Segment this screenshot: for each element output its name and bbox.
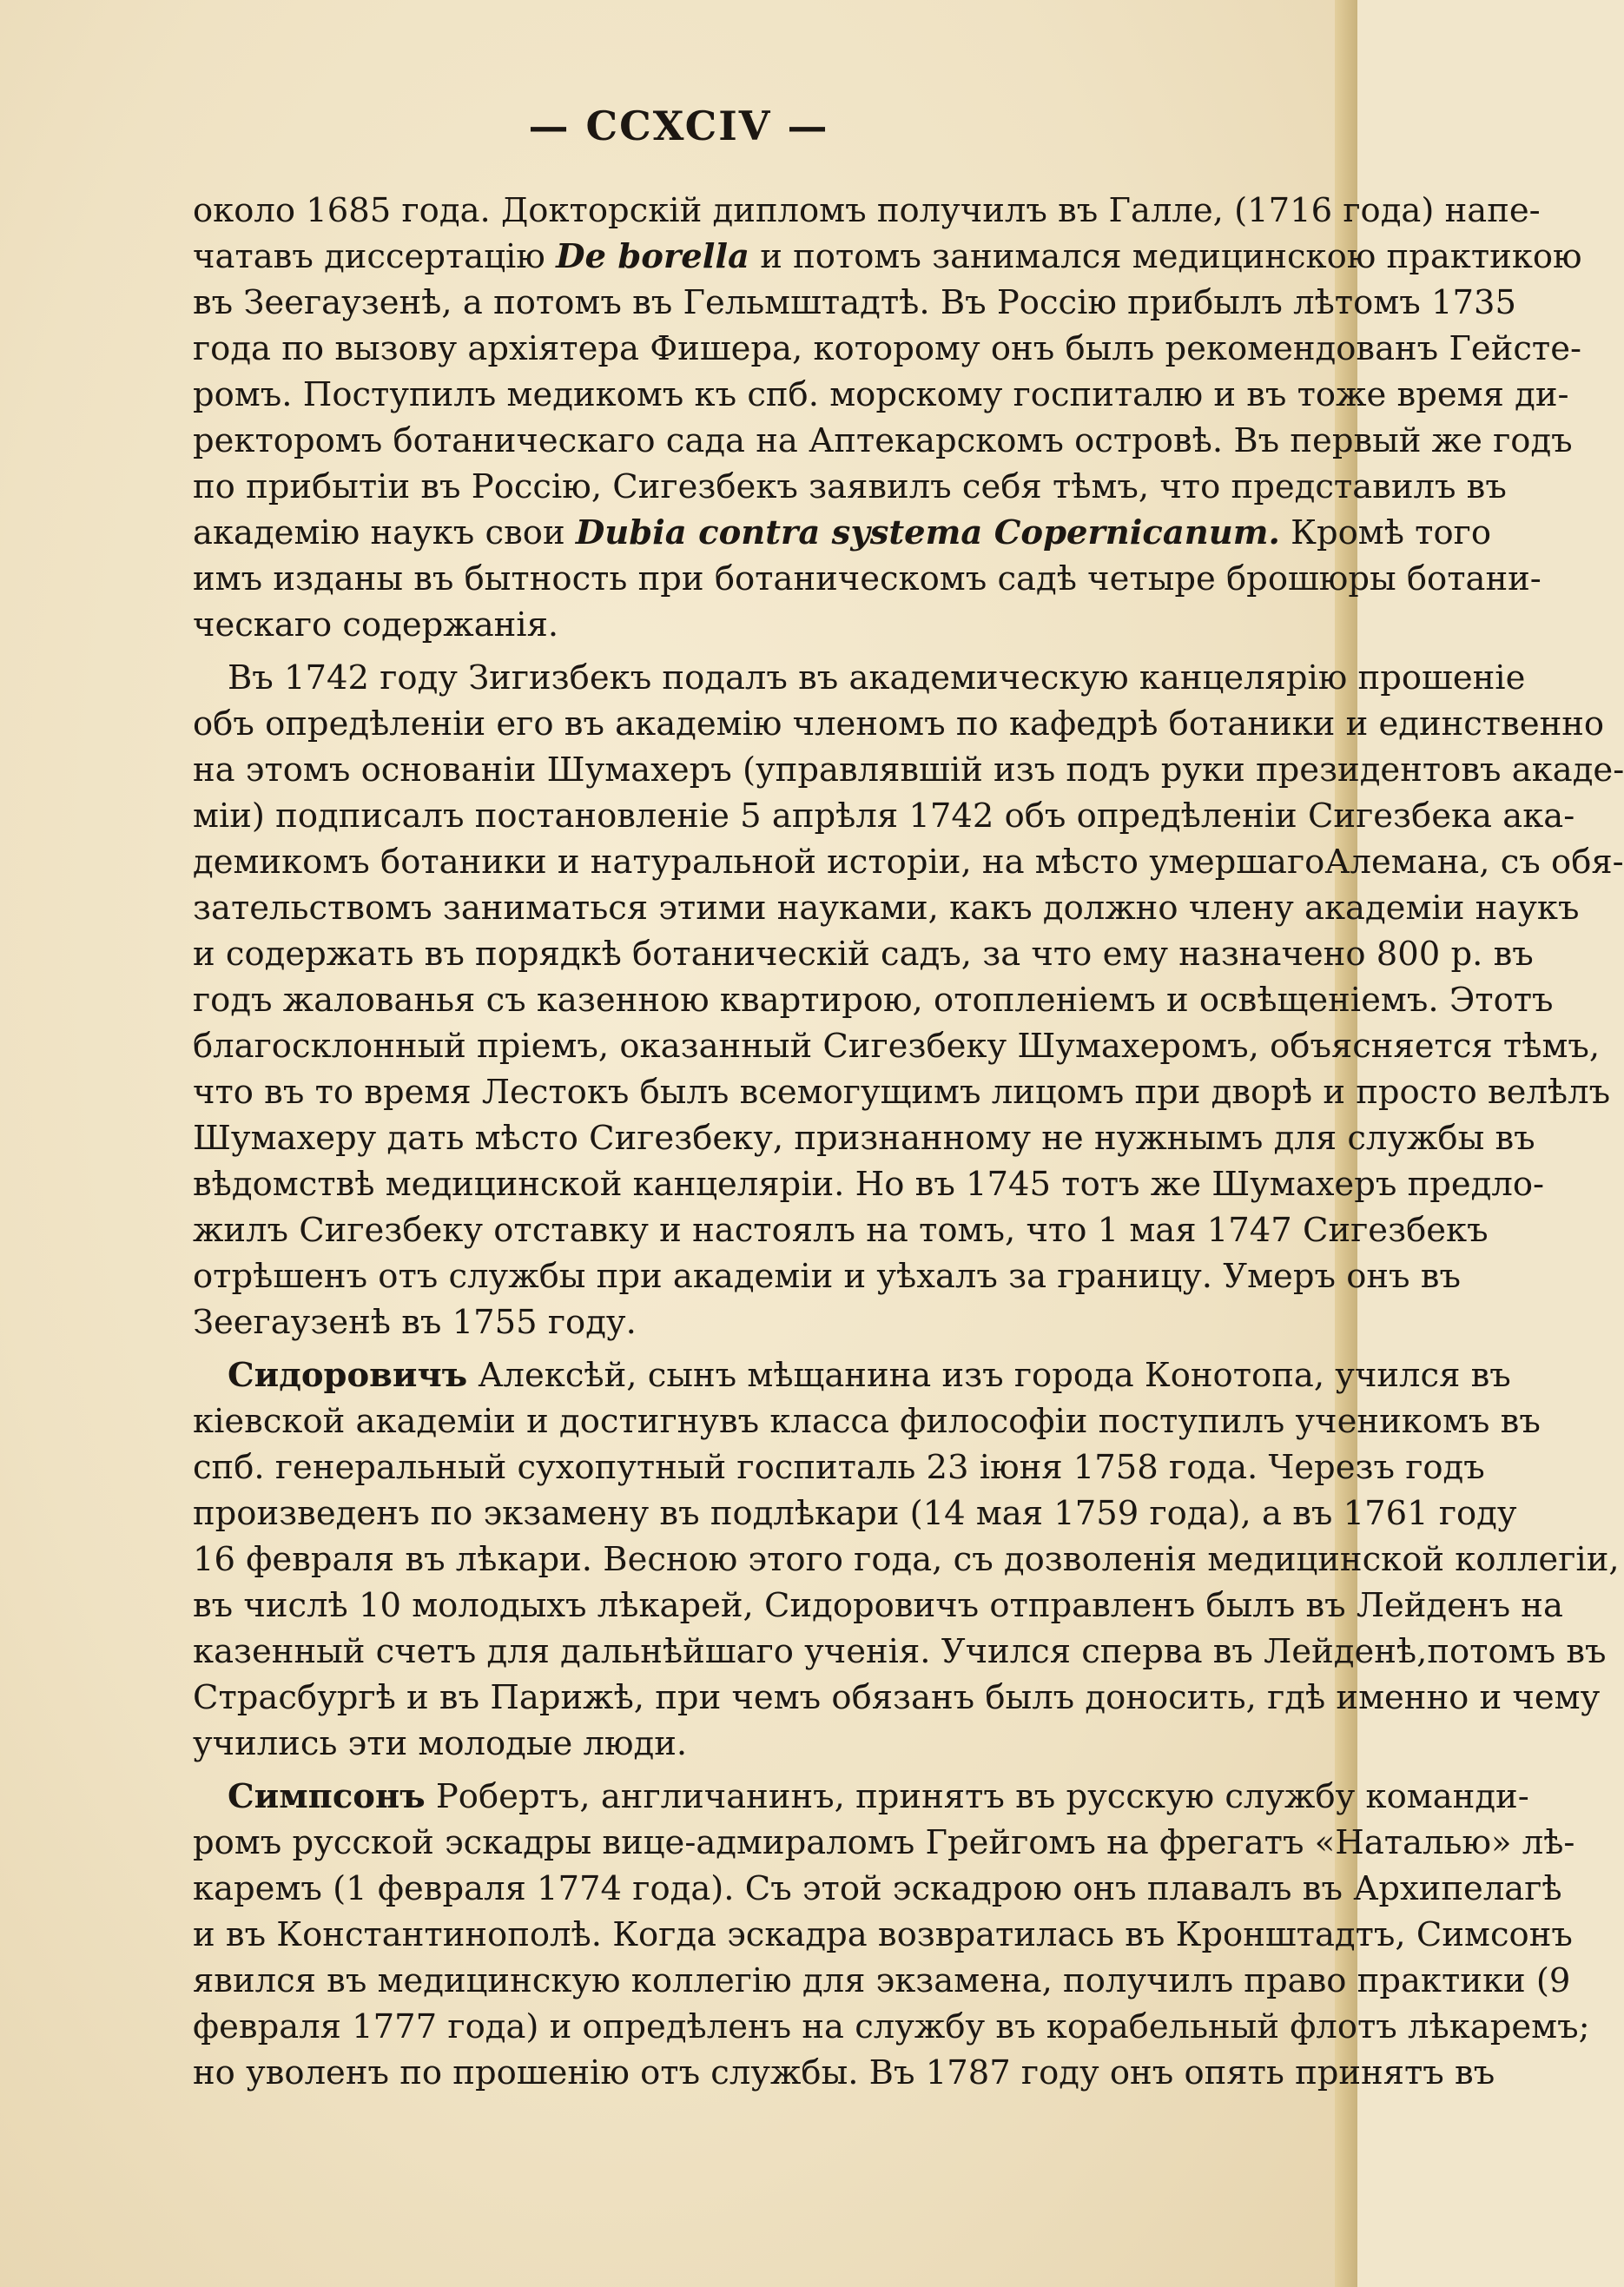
line-text: зательствомъ заниматься этими науками, какъ должно члену академіи наукъ bbox=[193, 889, 1580, 928]
line-text: Въ 1742 году Зигизбекъ подалъ въ академическую канцелярію прошеніе bbox=[228, 658, 1526, 697]
line-text: ректоромъ ботаническаго сада на Аптекарскомъ островѣ. Въ первый же годъ bbox=[193, 421, 1573, 460]
text-line bbox=[193, 1721, 1297, 1767]
line-text: Алексѣй, сынъ мѣщанина изъ города Конотопа, учился въ bbox=[467, 1356, 1511, 1395]
line-text: года по вызову архіятера Фишера, которому онъ былъ рекомендованъ Гейсте- bbox=[193, 329, 1582, 368]
line-text: объ опредѣленіи его въ академію членомъ по кафедрѣ ботаники и единственно bbox=[193, 704, 1605, 744]
line-text: явился въ медицинскую коллегію для экзамена, получилъ право практики (9 bbox=[193, 1961, 1571, 2000]
text-line bbox=[193, 1299, 1297, 1345]
line-text: академію наукъ свои bbox=[193, 513, 576, 552]
entry-name: Симпсонъ bbox=[228, 1777, 426, 1816]
text-line bbox=[193, 885, 1580, 931]
body-text bbox=[193, 188, 1624, 2096]
text-line bbox=[193, 2004, 1590, 2050]
text-line bbox=[193, 1207, 1489, 1253]
line-text: по прибытіи въ Россію, Сигезбекъ заявилъ себя тѣмъ, что представилъ въ bbox=[193, 467, 1507, 506]
line-text: Страсбургѣ и въ Парижѣ, при чемъ обязанъ былъ доносить, гдѣ именно и чему bbox=[193, 1678, 1601, 1717]
text-line bbox=[193, 1820, 1575, 1866]
line-text: казенный счетъ для дальнѣйшаго ученія. Учился сперва въ Лейденѣ,потомъ въ bbox=[193, 1632, 1607, 1671]
latin-title: De borella bbox=[556, 237, 749, 276]
text-line bbox=[193, 1629, 1607, 1675]
line-text: вѣдомствѣ медицинской канцеляріи. Но въ 1745 тотъ же Шумахеръ предло- bbox=[193, 1165, 1545, 1204]
line-text: но уволенъ по прошенію отъ службы. Въ 1787 году онъ опять принятъ въ bbox=[193, 2053, 1495, 2092]
line-text: и въ Константинополѣ. Когда эскадра возвратилась въ Кронштадтъ, Симсонъ bbox=[193, 1915, 1573, 1954]
text-line bbox=[193, 701, 1605, 747]
line-text: имъ изданы въ бытность при ботаническомъ садѣ четыре брошюры ботани- bbox=[193, 559, 1541, 598]
text-line bbox=[193, 1398, 1541, 1444]
line-text: годъ жалованья съ казенною квартирою, отопленіемъ и освѣщеніемъ. Этотъ bbox=[193, 981, 1554, 1020]
text-line bbox=[193, 1537, 1620, 1583]
line-text: ческаго содержанія. bbox=[193, 605, 559, 644]
line-text: и потомъ занимался медицинскою практикою bbox=[749, 237, 1582, 276]
latin-title: Dubia contra systema Copernicanum. bbox=[575, 513, 1280, 552]
line-text: что въ то время Лестокъ былъ всемогущимъ лицомъ при дворѣ и просто велѣлъ bbox=[193, 1073, 1611, 1112]
text-line bbox=[193, 418, 1573, 464]
text-line bbox=[193, 839, 1624, 885]
line-text: на этомъ основаніи Шумахеръ (управлявшій изъ подъ руки президентовъ акаде- bbox=[193, 750, 1624, 790]
line-text: спб. генеральный сухопутный госпиталь 23 іюня 1758 года. Черезъ годъ bbox=[193, 1448, 1485, 1487]
text-line bbox=[193, 1023, 1601, 1069]
text-line bbox=[193, 510, 1491, 556]
text-line bbox=[193, 977, 1554, 1023]
line-text: Робертъ, англичанинъ, принятъ въ русскую службу команди- bbox=[425, 1777, 1529, 1816]
line-text: каремъ (1 февраля 1774 года). Съ этой эскадрою онъ плавалъ въ Архипелагѣ bbox=[193, 1869, 1562, 1908]
text-line bbox=[193, 1583, 1563, 1629]
text-line bbox=[193, 1774, 1529, 1820]
text-line bbox=[193, 1912, 1573, 1958]
text-line bbox=[193, 1491, 1517, 1537]
text-line bbox=[193, 1958, 1571, 2004]
line-text: благосклонный пріемъ, оказанный Сигезбеку Шумахеромъ, объясняется тѣмъ, bbox=[193, 1027, 1601, 1066]
line-text: и содержать въ порядкѣ ботаническій садъ, за что ему назначено 800 р. въ bbox=[193, 935, 1534, 974]
text-line bbox=[193, 747, 1624, 793]
line-text: Кромѣ того bbox=[1279, 513, 1491, 552]
text-line bbox=[193, 1115, 1535, 1161]
text-line bbox=[193, 931, 1534, 977]
line-text: около 1685 года. Докторскій дипломъ получилъ въ Галле, (1716 года) напе- bbox=[193, 191, 1541, 230]
text-line bbox=[193, 2050, 1495, 2096]
text-line bbox=[193, 655, 1526, 701]
text-line bbox=[193, 1253, 1461, 1299]
page-number: — CCXCIV — bbox=[528, 102, 829, 149]
line-text: міи) подписалъ постановленіе 5 апрѣля 1742 объ опредѣленіи Сигезбека ака- bbox=[193, 796, 1575, 836]
text-line bbox=[193, 1352, 1511, 1398]
entry-name: Сидоровичъ bbox=[228, 1356, 468, 1395]
text-line bbox=[193, 188, 1541, 234]
text-line bbox=[193, 602, 1297, 648]
text-line bbox=[193, 1675, 1601, 1721]
line-text: 16 февраля въ лѣкари. Весною этого года, съ дозволенія медицинской коллегіи, bbox=[193, 1540, 1620, 1579]
line-text: въ числѣ 10 молодыхъ лѣкарей, Сидоровичъ отправленъ былъ въ Лейденъ на bbox=[193, 1586, 1563, 1625]
text-line bbox=[193, 793, 1575, 839]
text-line bbox=[193, 326, 1582, 372]
line-text: кіевской академіи и достигнувъ класса философіи поступилъ ученикомъ въ bbox=[193, 1402, 1541, 1441]
line-text: учились эти молодые люди. bbox=[193, 1724, 688, 1763]
text-line bbox=[193, 1866, 1562, 1912]
line-text: Зеегаузенѣ въ 1755 году. bbox=[193, 1303, 637, 1342]
text-line bbox=[193, 1444, 1485, 1491]
text-line bbox=[193, 464, 1507, 510]
line-text: произведенъ по экзамену въ подлѣкари (14 мая 1759 года), а въ 1761 году bbox=[193, 1494, 1517, 1533]
line-text: чатавъ диссертацію bbox=[193, 237, 557, 276]
line-text: ромъ. Поступилъ медикомъ къ спб. морскому госпиталю и въ тоже время ди- bbox=[193, 375, 1569, 414]
text-line bbox=[193, 556, 1541, 602]
line-text: Шумахеру дать мѣсто Сигезбеку, признанному не нужнымъ для службы въ bbox=[193, 1119, 1535, 1158]
line-text: ромъ русской эскадры вице-адмираломъ Грейгомъ на фрегатъ «Наталью» лѣ- bbox=[193, 1823, 1575, 1862]
text-line bbox=[193, 372, 1569, 418]
line-text: февраля 1777 года) и опредѣленъ на службу въ корабельный флотъ лѣкаремъ; bbox=[193, 2007, 1590, 2046]
line-text: въ Зеегаузенѣ, а потомъ въ Гельмштадтѣ. Въ Россію прибылъ лѣтомъ 1735 bbox=[193, 283, 1516, 322]
text-line bbox=[193, 280, 1516, 326]
line-text: демикомъ ботаники и натуральной исторіи, на мѣсто умершагоАлемана, съ обя- bbox=[193, 843, 1624, 882]
line-text: отрѣшенъ отъ службы при академіи и уѣхалъ за границу. Умеръ онъ въ bbox=[193, 1257, 1461, 1296]
text-line bbox=[193, 1161, 1545, 1207]
text-line bbox=[193, 234, 1582, 280]
line-text: жилъ Сигезбеку отставку и настоялъ на томъ, что 1 мая 1747 Сигезбекъ bbox=[193, 1211, 1489, 1250]
text-line bbox=[193, 1069, 1611, 1115]
